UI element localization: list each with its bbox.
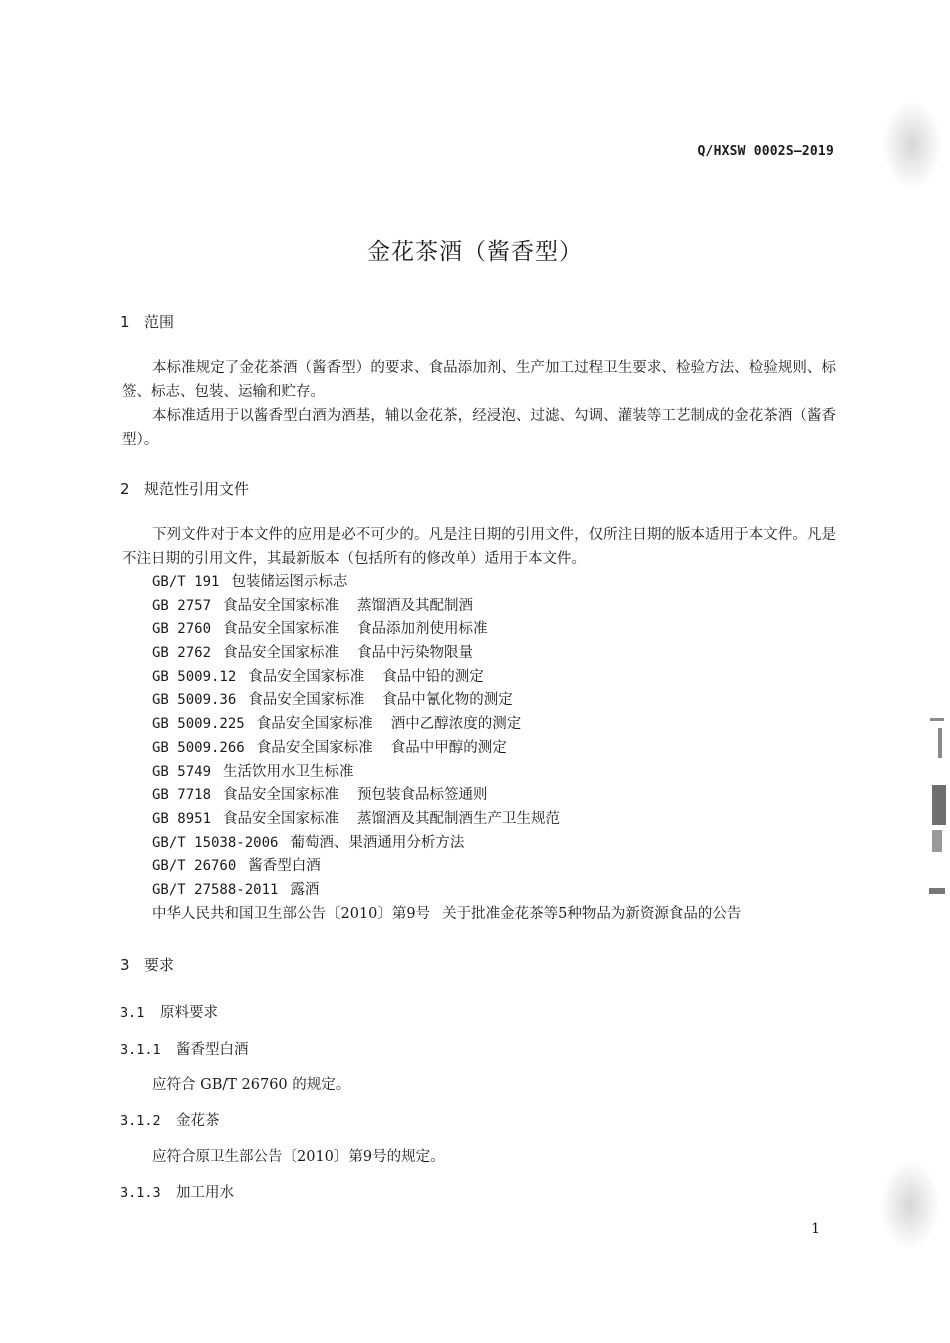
reference-item <box>152 784 741 808</box>
reference-code: GB 5009.225 <box>152 716 245 733</box>
reference-item <box>152 879 741 903</box>
reference-subtitle: 食品中铅的测定 <box>382 668 484 685</box>
section-3-1-1-body: 应符合 GB/T 26760 的规定。 <box>152 1077 351 1093</box>
reference-item <box>152 618 741 642</box>
reference-code: GB 5009.12 <box>152 668 237 685</box>
reference-subtitle: 蒸馏酒及其配制酒 <box>357 597 474 614</box>
scan-smudge <box>880 1160 940 1250</box>
standard-code: Q/HXSW 0002S—2019 <box>697 144 834 159</box>
reference-code: GB 2757 <box>152 597 212 614</box>
section-1-number: 1 <box>120 313 130 331</box>
section-3-1-3-heading <box>120 1181 234 1202</box>
reference-title: 食品安全国家标准 <box>223 597 340 614</box>
reference-subtitle: 酒中乙醇浓度的测定 <box>390 716 522 733</box>
reference-subtitle: 食品中氰化物的测定 <box>382 692 513 709</box>
binding-mark <box>930 718 944 721</box>
reference-title: 生活饮用水卫生标准 <box>223 763 354 780</box>
section-3-1-title: 原料要求 <box>160 1005 218 1021</box>
reference-code: GB 2760 <box>152 621 212 638</box>
section-3-1-2-number: 3.1.2 <box>120 1113 161 1129</box>
reference-title: 食品安全国家标准 <box>223 810 340 827</box>
reference-title: 关于批准金花茶等5种物品为新资源食品的公告 <box>442 905 742 922</box>
reference-title: 食品安全国家标准 <box>223 645 340 662</box>
section-3-1-1-title: 酱香型白酒 <box>176 1042 249 1058</box>
document-title: 金花茶酒（酱香型） <box>367 239 583 265</box>
reference-subtitle: 食品中甲醇的测定 <box>390 739 507 756</box>
reference-item <box>152 713 741 737</box>
reference-code: GB/T 26760 <box>152 858 237 875</box>
binding-mark <box>932 785 946 825</box>
reference-title: 食品安全国家标准 <box>248 668 365 685</box>
reference-title: 露酒 <box>290 881 320 898</box>
section-3-1-2-body: 应符合原卫生部公告〔2010〕第9号的规定。 <box>152 1149 445 1165</box>
binding-mark <box>938 728 942 758</box>
reference-code: GB/T 191 <box>152 574 220 590</box>
section-3-title: 要求 <box>144 956 175 974</box>
reference-subtitle: 蒸馏酒及其配制酒生产卫生规范 <box>357 810 561 827</box>
reference-code: GB/T 27588-2011 <box>152 881 279 898</box>
reference-item <box>152 642 741 666</box>
section-1-paragraph-1: 本标准规定了金花茶酒（酱香型）的要求、食品添加剂、生产加工过程卫生要求、检验方法、检验规则、标签、标志、包装、运输和贮存。 <box>122 360 836 400</box>
section-3-1-heading <box>120 1001 218 1022</box>
section-2-heading <box>120 478 249 499</box>
section-3-1-1-number: 3.1.1 <box>120 1042 161 1058</box>
reference-item <box>152 595 741 619</box>
reference-item <box>152 832 741 856</box>
section-3-heading <box>120 954 174 975</box>
reference-item <box>152 689 741 713</box>
binding-mark <box>932 830 942 852</box>
reference-code: GB 8951 <box>152 810 212 827</box>
binding-mark <box>929 888 945 894</box>
reference-item <box>152 737 741 761</box>
section-1-paragraph-2: 本标准适用于以酱香型白酒为酒基，辅以金花茶，经浸泡、过滤、勾调、灌装等工艺制成的金花茶酒（酱香型）。 <box>122 408 836 448</box>
reference-item <box>152 761 741 785</box>
section-1-title: 范围 <box>144 313 175 331</box>
reference-subtitle: 食品中污染物限量 <box>357 645 474 662</box>
reference-title: 食品安全国家标准 <box>256 716 373 733</box>
reference-item <box>152 666 741 690</box>
section-3-1-number: 3.1 <box>120 1005 145 1021</box>
reference-code: GB 5009.36 <box>152 692 237 709</box>
scan-smudge <box>882 100 942 190</box>
reference-code: GB/T 15038-2006 <box>152 834 279 851</box>
section-3-1-3-title: 加工用水 <box>176 1185 234 1201</box>
reference-title: 食品安全国家标准 <box>248 692 365 709</box>
section-3-number: 3 <box>120 956 130 974</box>
reference-subtitle: 食品添加剂使用标准 <box>357 621 488 638</box>
reference-code: GB 7718 <box>152 787 212 804</box>
section-3-1-2-title: 金花茶 <box>176 1113 220 1129</box>
reference-subtitle: 预包装食品标签通则 <box>357 787 488 804</box>
reference-item <box>152 855 741 879</box>
reference-title: 食品安全国家标准 <box>223 787 340 804</box>
reference-title: 葡萄酒、果酒通用分析方法 <box>290 834 465 851</box>
section-2-number: 2 <box>120 480 130 498</box>
section-1-heading <box>120 311 174 332</box>
reference-code: GB 5009.266 <box>152 739 245 756</box>
reference-code: GB 2762 <box>152 645 212 662</box>
section-2-title: 规范性引用文件 <box>144 480 250 498</box>
section-3-1-2-heading <box>120 1109 220 1130</box>
reference-code: GB 5749 <box>152 763 212 780</box>
page-number: 1 <box>811 1221 820 1237</box>
section-3-1-3-number: 3.1.3 <box>120 1185 161 1201</box>
reference-item <box>152 571 741 595</box>
reference-item <box>152 903 741 927</box>
reference-code: 中华人民共和国卫生部公告〔2010〕第9号 <box>152 905 431 922</box>
section-3-1-1-heading <box>120 1038 249 1059</box>
reference-list <box>152 571 741 926</box>
reference-title: 食品安全国家标准 <box>256 739 373 756</box>
reference-title: 包装储运图示标志 <box>231 574 348 590</box>
reference-title: 食品安全国家标准 <box>223 621 340 638</box>
section-2-intro: 下列文件对于本文件的应用是必不可少的。凡是注日期的引用文件，仅所注日期的版本适用于本文件。凡是不注日期的引用文件，其最新版本（包括所有的修改单）适用于本文件。 <box>122 527 836 567</box>
reference-item <box>152 808 741 832</box>
reference-title: 酱香型白酒 <box>248 858 321 875</box>
